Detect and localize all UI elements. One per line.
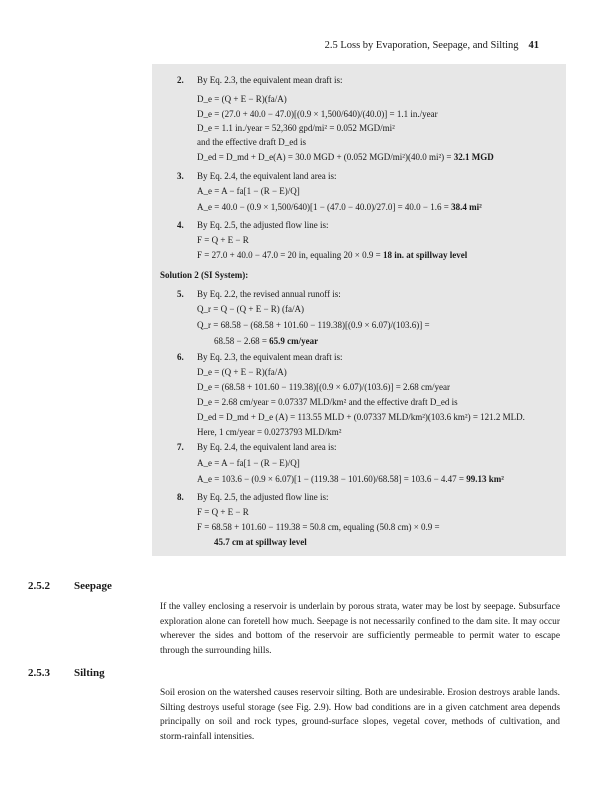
solution-label: Solution 2 (SI System): [160, 270, 249, 280]
line-text: 68.58 − 2.68 = [214, 336, 270, 346]
line-text: Q_r = 68.58 − (68.58 + 101.60 − 119.38)[(0.9 × 6.07)/(103.6)] = [197, 320, 430, 330]
line-text: D_ed = D_md + D_e (A) = 113.55 MLD + (0.07337 MLD/km²)(103.6 km²) = 121.2 MLD. [197, 412, 525, 422]
bold-result: 32.1 MGD [453, 152, 494, 162]
bold-result: 18 in. at spillway level [382, 250, 468, 260]
line-text: By Eq. 2.5, the adjusted flow line is: [197, 220, 329, 230]
line-text: Q_r = Q − (Q + E − R) (fa/A) [197, 304, 305, 314]
step-number: 7. [177, 442, 184, 452]
step-line [177, 352, 342, 363]
step-line [177, 492, 328, 503]
section-heading-silting [28, 667, 105, 679]
line-text: By Eq. 2.3, the equivalent mean draft is: [197, 352, 343, 362]
line-text: A_e = A − fa[1 − (R − E)/Q] [197, 186, 300, 196]
line-text: F = Q + E − R [197, 507, 249, 517]
line-text: By Eq. 2.3, the equivalent mean draft is: [197, 75, 343, 85]
line-text: F = 27.0 + 40.0 − 47.0 = 20 in, equaling 20 × 0.9 = [197, 250, 383, 260]
section-number: 2.5.3 [28, 667, 50, 679]
equation-line [197, 412, 525, 423]
equation-line [197, 250, 467, 261]
step-number: 8. [177, 492, 184, 502]
equation-line [197, 458, 300, 469]
step-line [177, 289, 341, 300]
equation-line [197, 235, 249, 246]
line-text: D_e = (Q + E − R)(fa/A) [197, 94, 287, 104]
equation-line [197, 507, 249, 518]
equation-line [197, 304, 304, 315]
line-text: D_e = 2.68 cm/year = 0.07337 MLD/km² and the effective draft D_ed is [197, 397, 458, 407]
equation-line [197, 382, 450, 393]
line-text: By Eq. 2.4, the equivalent land area is: [197, 442, 337, 452]
page-number: 41 [528, 40, 539, 51]
step-number: 5. [177, 289, 184, 299]
line-text: and the effective draft D_ed is [197, 137, 307, 147]
equation-line [197, 152, 494, 163]
equation-line [197, 474, 504, 485]
step-line [177, 171, 336, 182]
equation-line [197, 94, 287, 105]
line-text: F = 68.58 + 101.60 − 119.38 = 50.8 cm, equaling (50.8 cm) × 0.9 = [197, 522, 440, 532]
equation-line [197, 109, 438, 120]
line-text: A_e = 103.6 − (0.9 × 6.07)[1 − (119.38 − 101.60)/68.58] = 103.6 − 4.47 = [197, 474, 467, 484]
line-text: Here, 1 cm/year = 0.0273793 MLD/km² [197, 427, 342, 437]
equation-line [197, 397, 458, 408]
equation-line [197, 367, 287, 378]
step-number: 3. [177, 171, 184, 181]
solution-heading [160, 270, 248, 281]
bold-result: 45.7 cm at spillway level [214, 537, 307, 547]
section-heading-seepage [28, 580, 112, 592]
section-title: Silting [74, 667, 105, 679]
equation-line [197, 123, 395, 134]
section-number: 2.5.2 [28, 580, 50, 592]
running-head [325, 40, 539, 51]
section-title: Seepage [74, 580, 112, 592]
equation-line [197, 186, 300, 197]
equation-line [197, 427, 342, 438]
equation-line [214, 336, 318, 347]
running-title: 2.5 Loss by Evaporation, Seepage, and Silting [324, 40, 519, 51]
equation-line [214, 537, 307, 548]
equation-line [197, 522, 440, 533]
line-text: D_e = (68.58 + 101.60 − 119.38)[(0.9 × 6.07)/(103.6)] = 2.68 cm/year [197, 382, 450, 392]
bold-result: 65.9 cm/year [269, 336, 319, 346]
line-text: A_e = 40.0 − (0.9 × 1,500/640)[1 − (47.0 − 40.0)/27.0] = 40.0 − 1.6 = [197, 202, 452, 212]
step-number: 4. [177, 220, 184, 230]
line-text: F = Q + E − R [197, 235, 249, 245]
line-text: By Eq. 2.2, the revised annual runoff is: [197, 289, 341, 299]
silting-paragraph: Soil erosion on the watershed causes reservoir silting. Both are undesirable. Erosion destroys arable lands. Silting destroys useful storage (see Fig. 2.9). How bad conditions are in a given catchment area depends principally on soil and rock types, ground-surface slopes, vegetal cover, methods of cultivation, and storm-rainfall intensities. [160, 688, 560, 742]
step-number: 2. [177, 75, 184, 85]
equation-line [197, 320, 430, 331]
step-line [177, 442, 336, 453]
line-text: A_e = A − fa[1 − (R − E)/Q] [197, 458, 300, 468]
seepage-paragraph: If the valley enclosing a reservoir is underlain by porous strata, water may be lost by seepage. Subsurface exploration alone can foretell how much. Seepage is not necessarily confined to the dam site. It may occur wherever the sides and bottom of the reservoir are sufficiently permeable to permit water to escape through the surrounding hills. [160, 602, 560, 656]
bold-result: 38.4 mi² [451, 202, 482, 212]
step-line [177, 220, 328, 231]
step-line [177, 75, 342, 86]
line-text: By Eq. 2.5, the adjusted flow line is: [197, 492, 329, 502]
line-text: D_ed = D_md + D_e(A) = 30.0 MGD + (0.052 MGD/mi²)(40.0 mi²) = [197, 152, 454, 162]
line-text: D_e = 1.1 in./year = 52,360 gpd/mi² = 0.052 MGD/mi² [197, 123, 395, 133]
step-number: 6. [177, 352, 184, 362]
line-text: By Eq. 2.4, the equivalent land area is: [197, 171, 337, 181]
line-text: D_e = (27.0 + 40.0 − 47.0)[(0.9 × 1,500/640)/(40.0)] = 1.1 in./year [197, 109, 438, 119]
equation-line [197, 137, 306, 148]
line-text: D_e = (Q + E − R)(fa/A) [197, 367, 287, 377]
equation-line [197, 202, 482, 213]
bold-result: 99.13 km² [466, 474, 504, 484]
